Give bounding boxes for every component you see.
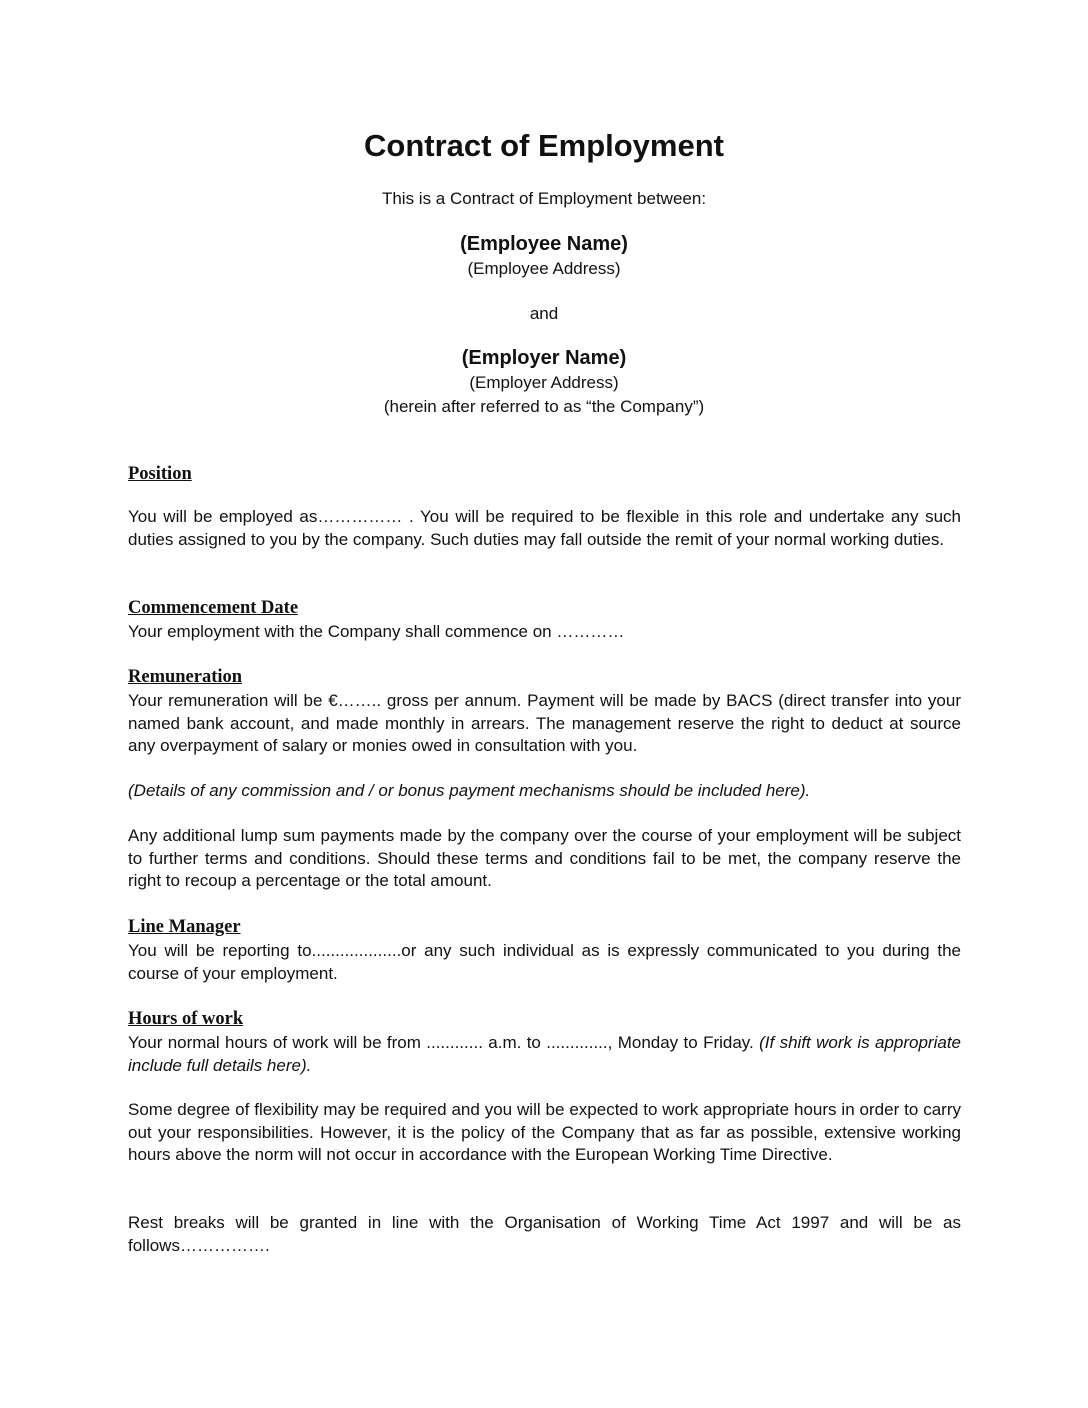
employee-address: (Employee Address)	[467, 259, 621, 278]
remuneration-note: (Details of any commission and / or bonus payment mechanisms should be included here).	[128, 781, 811, 800]
rest-breaks-text: Rest breaks will be granted in line with the Organisation of Working Time Act 1997 and will be as follows…………….	[128, 1213, 961, 1255]
heading-hours-of-work: Hours of work	[128, 1009, 244, 1029]
hours-text-main: Your normal hours of work will be from ............ a.m. to ............., Monday to Friday.	[128, 1033, 760, 1052]
position-text: You will be employed as…………… . You will be required to be flexible in this role and undertake any such duties assigned to you by the company. Such duties may fall outside the remit of your normal working duties.	[128, 507, 961, 549]
heading-commencement-date: Commencement Date	[128, 598, 299, 618]
employee-name: (Employee Name)	[460, 233, 628, 255]
remuneration-additional-text: Any additional lump sum payments made by the company over the course of your employment will be subject to further terms and conditions. Should these terms and conditions fail to be met, the company reserve the right to recoup a percentage or the total amount.	[128, 826, 961, 891]
and-separator: and	[529, 304, 559, 323]
hours-flexibility-text: Some degree of flexibility may be required and you will be expected to work appropriate hours in order to carry out your responsibilities. However, it is the policy of the Company that as far as possible, extensive working hours above the norm will not occur in accordance with the European Working Time Directive.	[128, 1100, 961, 1165]
heading-line-manager: Line Manager	[128, 917, 241, 937]
hours-shift-note: (If shift work is appropriate include full details here).	[128, 1033, 961, 1075]
commencement-text: Your employment with the Company shall commence on …………	[128, 622, 625, 641]
employer-name: (Employer Name)	[461, 347, 627, 369]
remuneration-text: Your remuneration will be €…….. gross per annum. Payment will be made by BACS (direct transfer into your named bank account, and made monthly in arrears. The management reserve the right to deduct at source any overpayment of salary or monies owed in consultation with you.	[128, 691, 961, 756]
hours-text	[128, 1032, 961, 1077]
line-manager-text: You will be reporting to...................or any such individual as is expressly communicated to you during the course of your employment.	[128, 941, 961, 983]
heading-remuneration: Remuneration	[128, 667, 243, 687]
document-title: Contract of Employment	[364, 128, 724, 163]
company-reference: (herein after referred to as “the Company”)	[383, 397, 705, 416]
intro-line: This is a Contract of Employment between:	[381, 189, 707, 208]
employer-address: (Employer Address)	[469, 373, 619, 392]
heading-position: Position	[128, 464, 192, 484]
